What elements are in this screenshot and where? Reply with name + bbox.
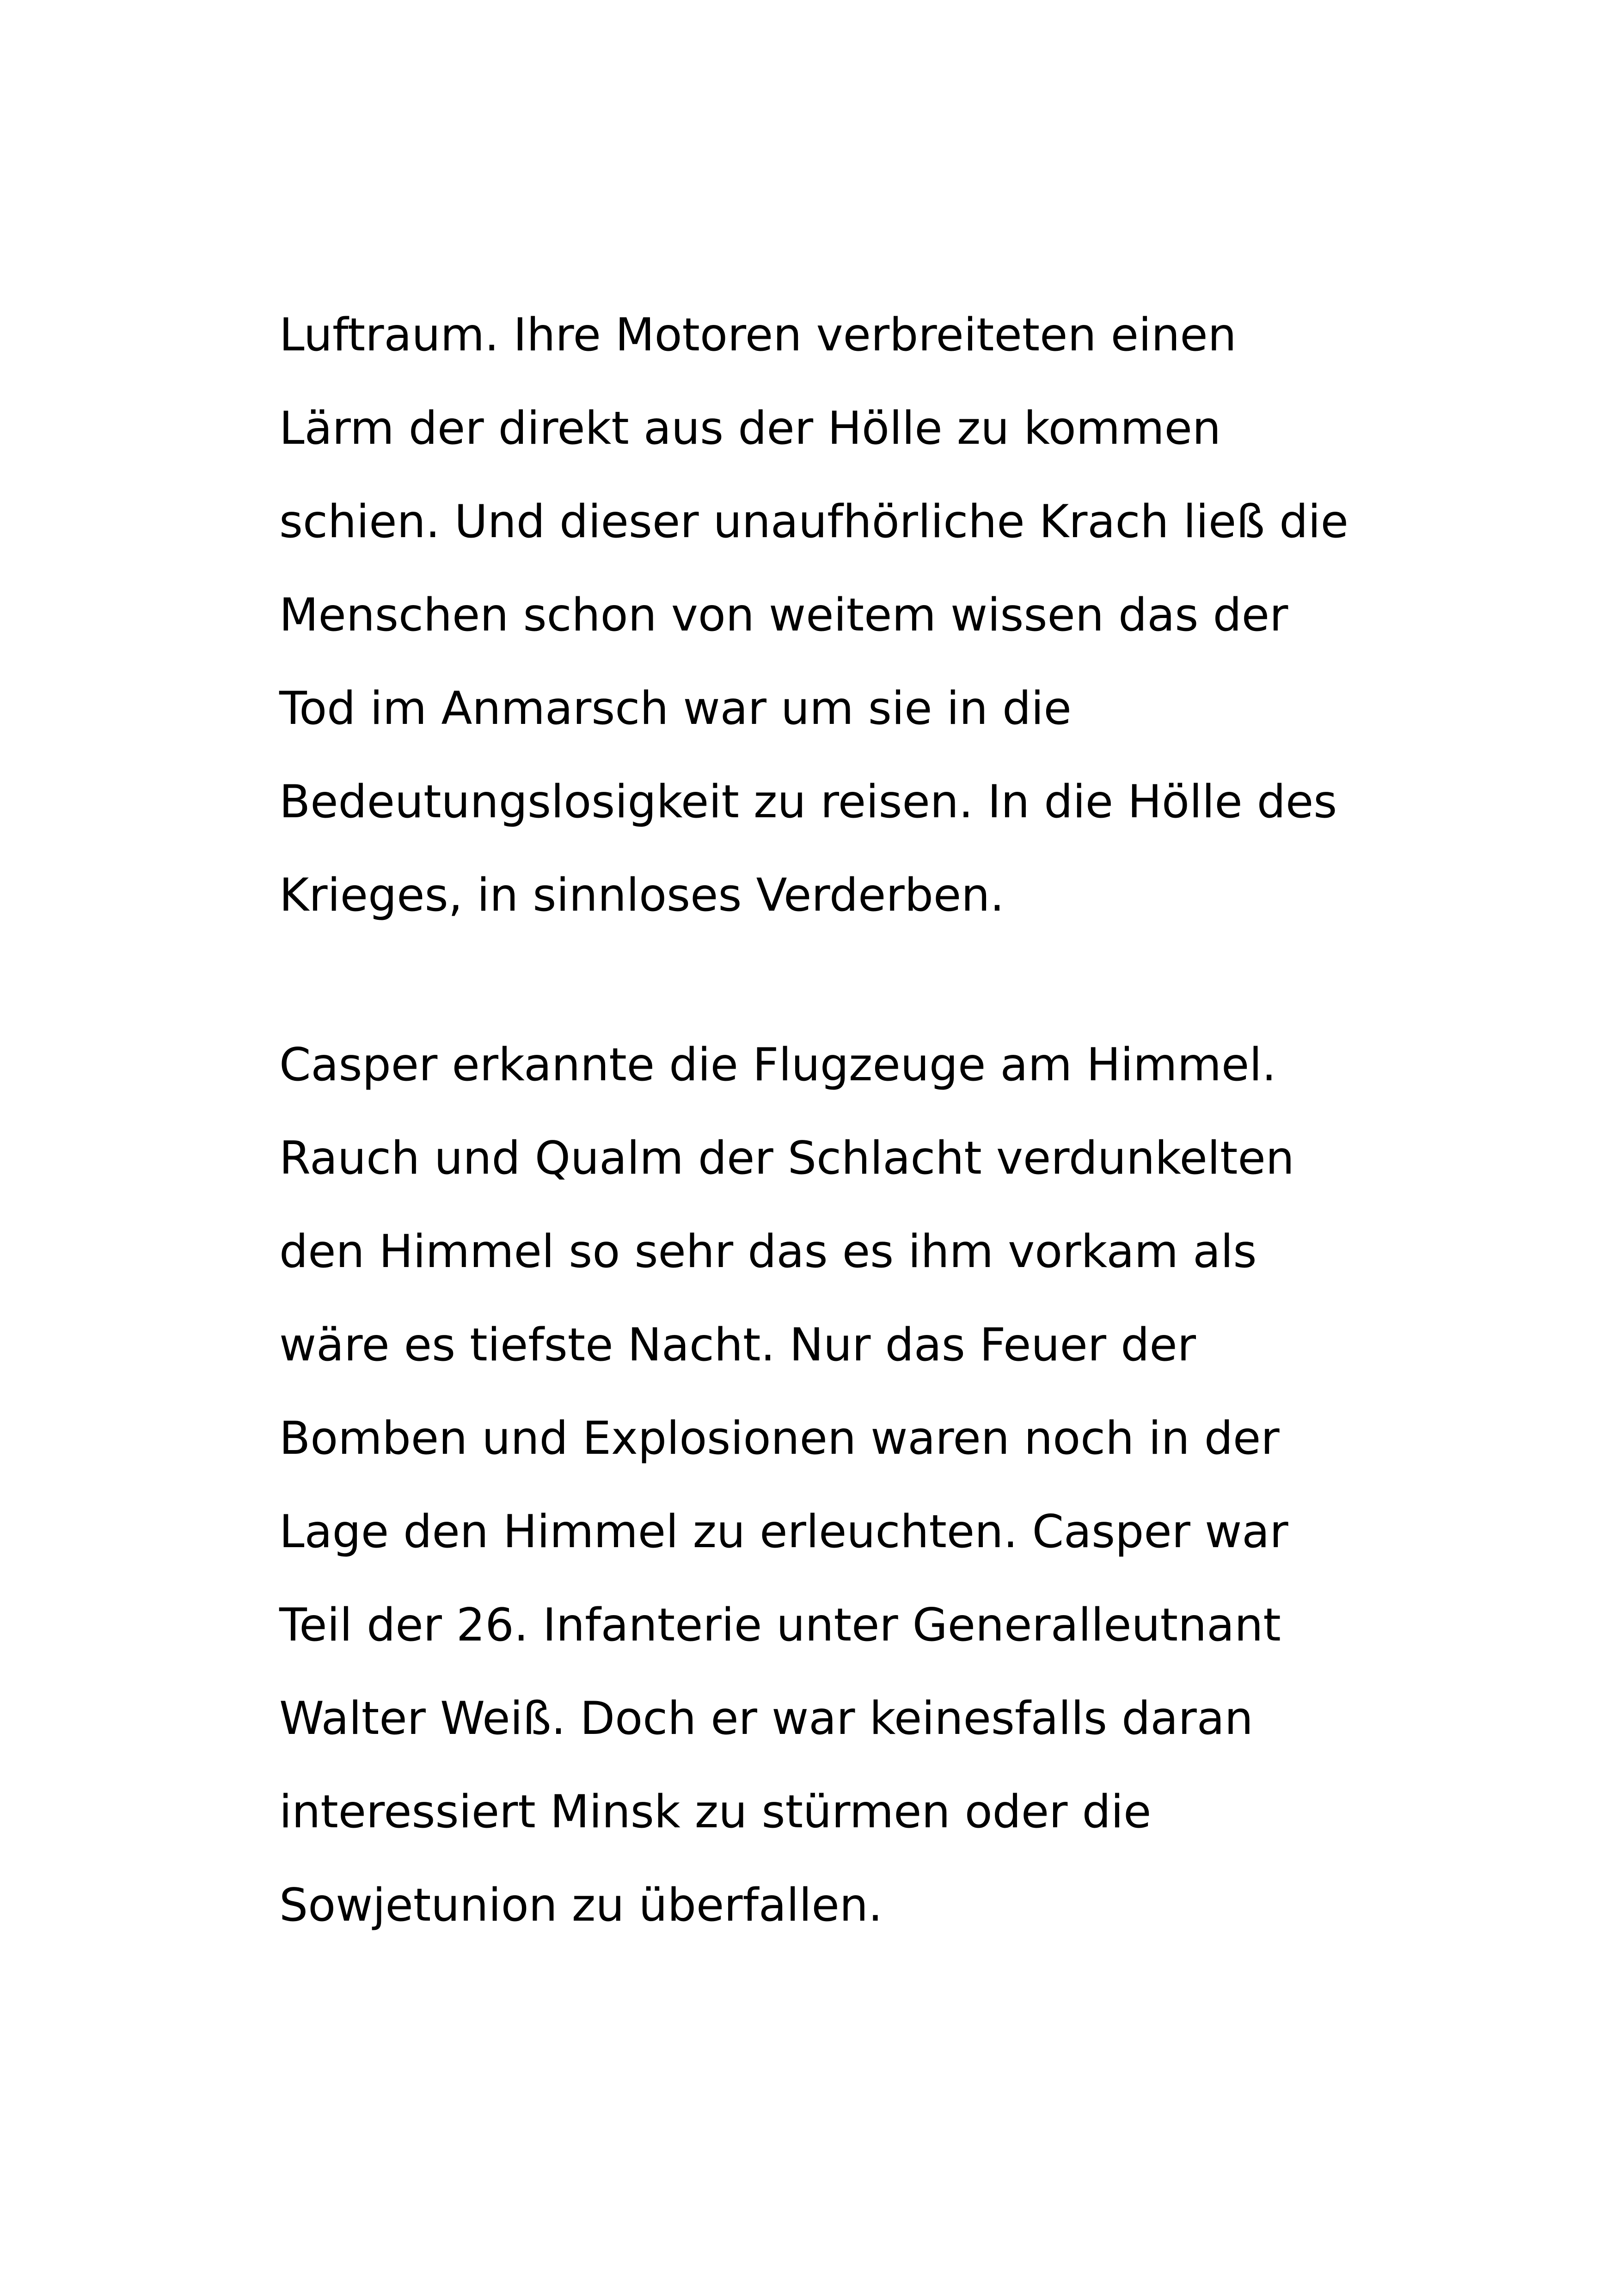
text-line: wäre es tiefste Nacht. Nur das Feuer der (279, 1319, 1196, 1371)
text-line: schien. Und dieser unaufhörliche Krach ließ die (279, 496, 1348, 548)
text-line: Krieges, in sinnloses Verderben. (279, 869, 1005, 922)
text-line: Bedeutungslosigkeit zu reisen. In die Hölle des (279, 776, 1337, 828)
text-line: Luftraum. Ihre Motoren verbreiteten einen (279, 309, 1237, 361)
text-line: Bomben und Explosionen waren noch in der (279, 1412, 1280, 1465)
paragraph (279, 288, 1389, 942)
text-line: Teil der 26. Infanterie unter Generalleutnant (279, 1599, 1281, 1652)
text-line: Sowjetunion zu überfallen. (279, 1879, 883, 1932)
text-line: interessiert Minsk zu stürmen oder die (279, 1786, 1152, 1838)
text-line: Tod im Anmarsch war um sie in die (279, 682, 1072, 735)
text-line: den Himmel so sehr das es ihm vorkam als (279, 1225, 1257, 1278)
text-line: Lärm der direkt aus der Hölle zu kommen (279, 402, 1221, 455)
text-line: Casper erkannte die Flugzeuge am Himmel. (279, 1039, 1276, 1091)
text-line: Menschen schon von weitem wissen das der (279, 589, 1288, 642)
text-line: Lage den Himmel zu erleuchten. Casper war (279, 1506, 1288, 1558)
text-line: Rauch und Qualm der Schlacht verdunkelten (279, 1132, 1294, 1185)
paragraph (279, 1018, 1389, 1952)
text-line: Walter Weiß. Doch er war keinesfalls daran (279, 1692, 1253, 1745)
